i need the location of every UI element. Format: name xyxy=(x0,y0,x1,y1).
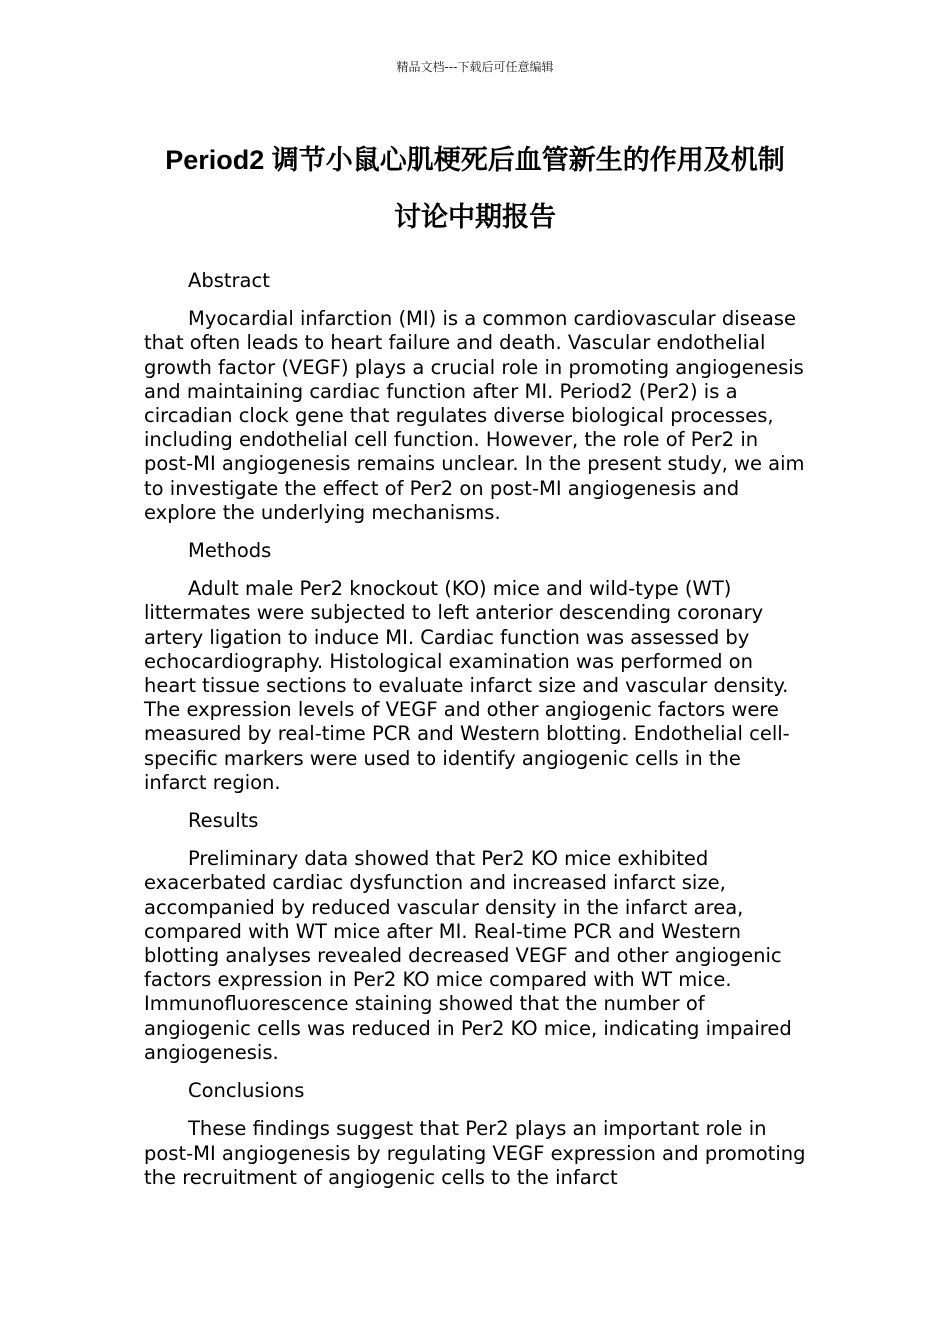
document-title-line-2: 讨论中期报告 xyxy=(394,202,556,232)
abstract-heading: Abstract xyxy=(188,269,270,292)
conclusions-heading: Conclusions xyxy=(188,1079,305,1103)
page-header-note: 精品文档---下载后可任意编辑 xyxy=(396,60,554,74)
results-paragraph: Preliminary data showed that Per2 KO mice exhibited exacerbated cardiac dysfunction and increased infarct size, accompanied by reduced vascular density in the infarct area, compared with WT mice after MI. Real-time PCR and Western blotting analyses revealed decreased VEGF and other angiogenic factors expression in Per2 KO mice compared with WT mice. Immunofluorescence staining showed that the number of angiogenic cells was reduced in Per2 KO mice, indicating impaired angiogenesis. xyxy=(144,847,792,1064)
document-title-line-1: Period2 调节小鼠心肌梗死后血管新生的作用及机制 xyxy=(165,145,785,175)
abstract-paragraph: Myocardial infarction (MI) is a common cardiovascular disease that often leads to heart failure and death. Vascular endothelial growth factor (VEGF) plays a crucial role in promoting angiogenesis and maintaining cardiac function after MI. Period2 (Per2) is a circadian clock gene that regulates diverse biological processes, including endothelial cell function. However, the role of Per2 in post-MI angiogenesis remains unclear. In the present study, we aim to investigate the effect of Per2 on post-MI angiogenesis and explore the underlying mechanisms. xyxy=(144,307,805,524)
conclusions-paragraph: These findings suggest that Per2 plays an important role in post-MI angiogenesis by regulating VEGF expression and promoting the recruitment of angiogenic cells to the infarct xyxy=(144,1117,806,1189)
methods-heading: Methods xyxy=(188,539,272,563)
methods-paragraph: Adult male Per2 knockout (KO) mice and wild-type (WT) littermates were subjected to left anterior descending coronary artery ligation to induce MI. Cardiac function was assessed by echocardiography. Histological examination was performed on heart tissue sections to evaluate infarct size and vascular density. The expression levels of VEGF and other angiogenic factors were measured by real-time PCR and Western blotting. Endothelial cell-specific markers were used to identify angiogenic cells in the infarct region. xyxy=(144,577,790,794)
results-heading: Results xyxy=(188,809,259,833)
document-body xyxy=(144,269,809,1204)
